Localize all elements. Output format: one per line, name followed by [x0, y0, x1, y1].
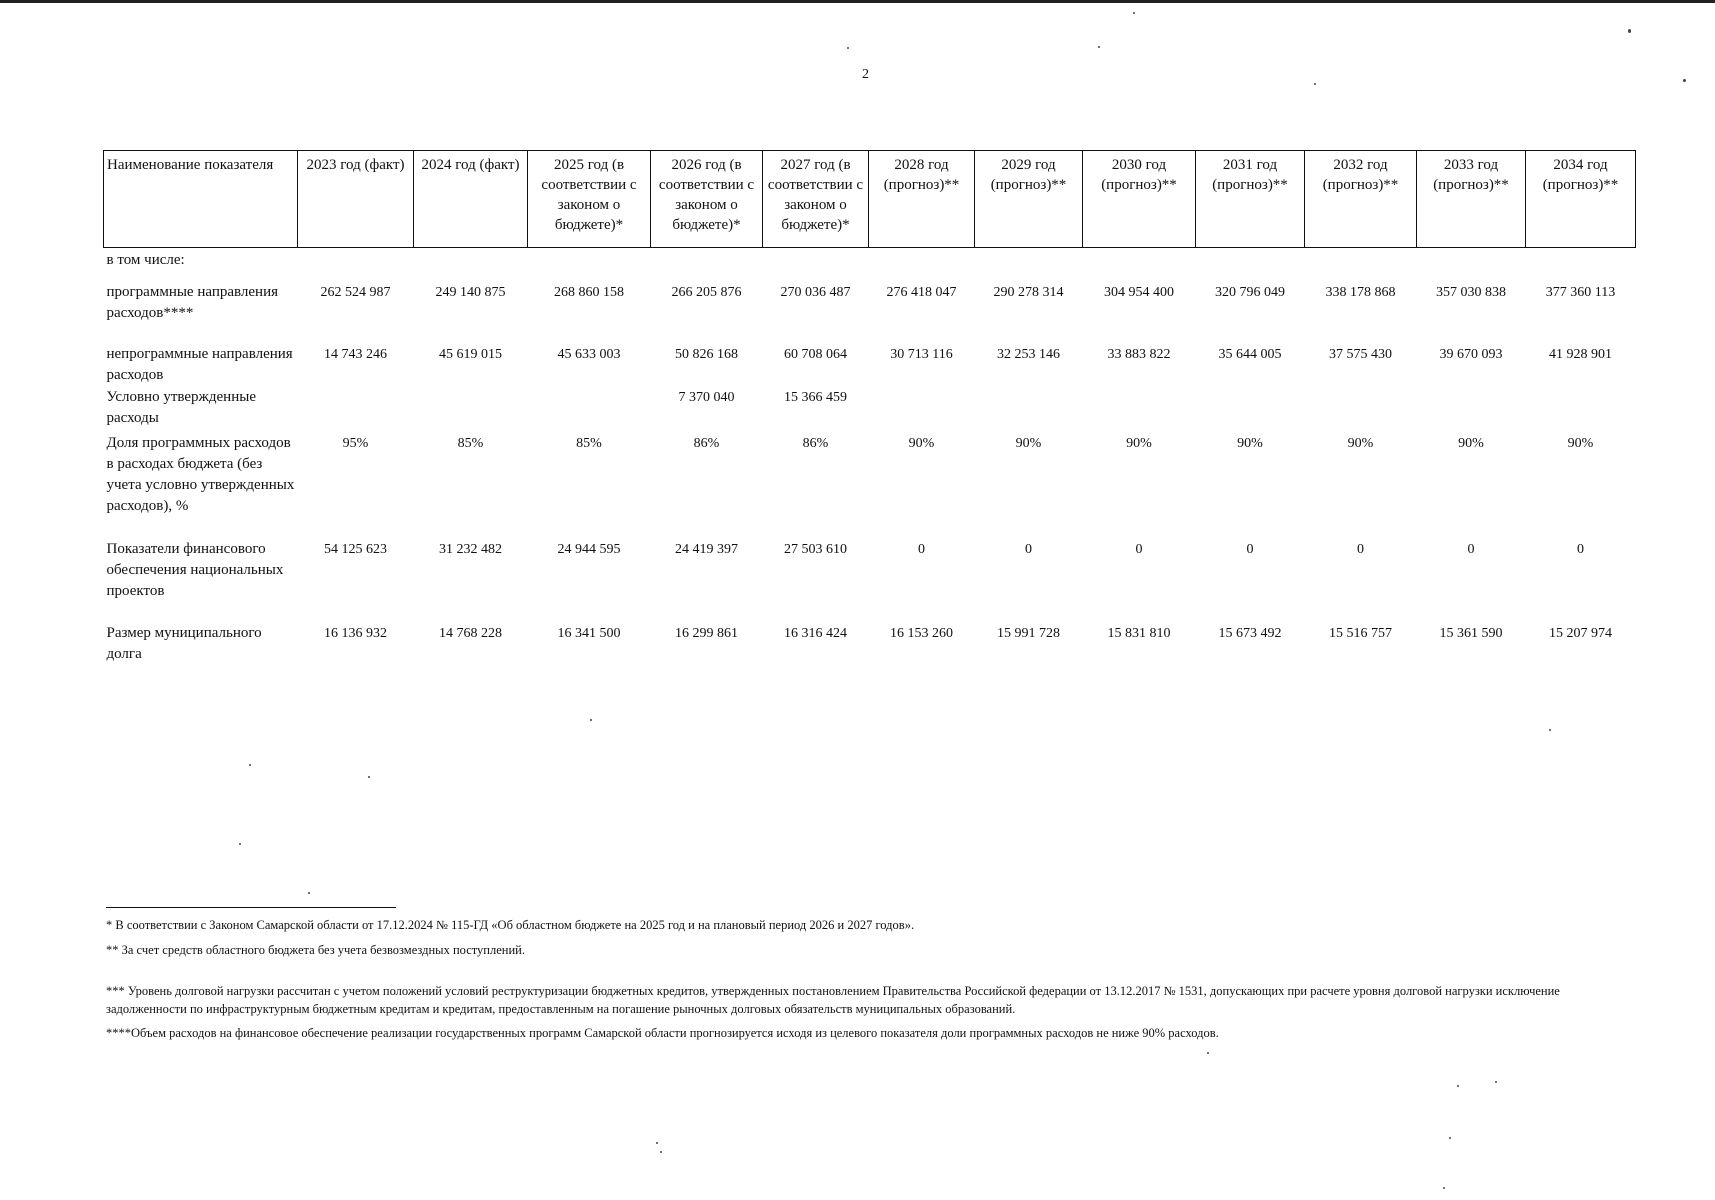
table-cell: [528, 387, 651, 433]
table-cell: 16 299 861: [675, 626, 738, 641]
table-cell: 0: [1025, 542, 1032, 557]
table-cell: 15 831 810: [1107, 626, 1171, 641]
subheader-row: [104, 248, 1636, 277]
table-cell: 270 036 487: [780, 285, 851, 300]
scan-speck: [1449, 1137, 1451, 1139]
column-header-2028: 2028 год (прогноз)**: [869, 151, 975, 248]
column-header-2034: 2034 год (прогноз)**: [1526, 151, 1636, 248]
table-cell: 0: [1577, 542, 1584, 557]
table-cell: 50 826 168: [675, 347, 738, 362]
table-cell: 60 708 064: [784, 347, 847, 362]
table-cell: 16 136 932: [324, 626, 387, 641]
table-cell: 95%: [342, 436, 369, 451]
scan-speck: [1549, 729, 1551, 731]
table-cell: [298, 387, 414, 433]
table-cell: 90%: [908, 436, 935, 451]
table-cell: 85%: [457, 436, 484, 451]
column-header-2033: 2033 год (прогноз)**: [1417, 151, 1526, 248]
table-cell: 14 743 246: [324, 347, 387, 362]
row-label: Доля программных расходов в расходах бюджета (без учета условно утвержденных расходов), %: [106, 435, 295, 514]
scan-speck: [1683, 79, 1686, 82]
scan-speck: [1457, 1085, 1459, 1087]
scan-speck: [308, 892, 310, 894]
table-cell: 7 370 040: [678, 390, 735, 405]
footnote-1: * В соответствии с Законом Самарской области от 17.12.2024 № 115-ГД «Об областном бюджете на 2025 год и на плановый период 2026 и 2027 годов».: [106, 918, 915, 932]
table-cell: 90%: [1347, 436, 1374, 451]
table-cell: 266 205 876: [671, 285, 742, 300]
scan-speck: [656, 1142, 658, 1144]
column-header-2030: 2030 год (прогноз)**: [1083, 151, 1196, 248]
table-cell: 276 418 047: [886, 285, 957, 300]
table-cell: 15 366 459: [784, 390, 847, 405]
column-header-2032: 2032 год (прогноз)**: [1305, 151, 1417, 248]
scan-speck: [660, 1151, 662, 1153]
table-cell: 15 991 728: [997, 626, 1060, 641]
budget-indicators-table: [103, 150, 1636, 669]
table-cell: 268 860 158: [554, 285, 624, 300]
table-cell: 90%: [1567, 436, 1594, 451]
scan-speck: [1495, 1081, 1497, 1083]
table-cell: 31 232 482: [439, 542, 502, 557]
table-cell: [414, 387, 528, 433]
table-cell: 16 316 424: [784, 626, 847, 641]
scan-speck: [1133, 12, 1135, 14]
footnotes: [106, 916, 1606, 1042]
footnote-3: *** Уровень долговой нагрузки рассчитан с учетом положений условий реструктуризации бюджетных кредитов, утвержденных постановлением Правительства Российской федерации от 13.12.2017 № 1531, допускающих при расчете уровня долговой нагрузки исключение задолженности по инфраструктурным бюджетным кредитам и кредитам, предоставленным на погашение рыночных долговых обязательств муниципальных образований.: [106, 984, 1560, 1016]
table-cell: 14 768 228: [439, 626, 502, 641]
table-cell: 15 673 492: [1218, 626, 1282, 641]
table-cell: 0: [1135, 542, 1143, 557]
scan-speck: [847, 47, 849, 49]
table-cell: 90%: [1126, 436, 1152, 451]
scan-speck: [368, 776, 370, 778]
table-cell: 35 644 005: [1218, 347, 1282, 362]
table-cell: 0: [918, 542, 925, 557]
table-row-program-share: [104, 433, 1636, 539]
table-cell: 86%: [802, 436, 829, 451]
table-cell: 27 503 610: [784, 542, 847, 557]
table-cell: 90%: [1015, 436, 1042, 451]
column-header-2029: 2029 год (прогноз)**: [975, 151, 1083, 248]
table-cell: [1526, 387, 1636, 433]
row-label: программные направления расходов****: [106, 284, 278, 321]
row-label: Условно утвержденные расходы: [106, 389, 256, 426]
page-number: 2: [862, 67, 869, 82]
table-cell: 16 341 500: [557, 626, 621, 641]
table-cell: 249 140 875: [435, 285, 506, 300]
table-cell: 338 178 868: [1325, 285, 1396, 300]
table-cell: 15 516 757: [1329, 626, 1392, 641]
column-header-2025: 2025 год (в соответствии с законом о бюджете)*: [528, 151, 651, 248]
table-cell: 290 278 314: [993, 285, 1064, 300]
table-row-municipal-debt: [104, 623, 1636, 669]
scan-speck: [1207, 1052, 1209, 1054]
scan-speck: [1628, 29, 1631, 33]
table-row-program-expenses: [104, 276, 1636, 344]
scan-speck: [1314, 83, 1316, 85]
table-cell: 85%: [576, 436, 602, 451]
scan-speck: [239, 843, 241, 845]
table-cell: 262 524 987: [320, 285, 391, 300]
row-label: непрограммные направления расходов: [106, 346, 293, 383]
scan-speck: [1443, 1187, 1445, 1189]
table-cell: 15 361 590: [1439, 626, 1503, 641]
table-cell: 30 713 116: [890, 347, 953, 362]
table-cell: 54 125 623: [324, 542, 387, 557]
table-cell: 45 619 015: [439, 347, 502, 362]
row-label: Размер муниципального долга: [106, 625, 262, 662]
column-header-indicator-name: Наименование показателя: [104, 151, 298, 248]
table-cell: 304 954 400: [1104, 285, 1174, 300]
table-cell: 45 633 003: [557, 347, 621, 362]
table-cell: 39 670 093: [1439, 347, 1503, 362]
table-header-row: [104, 151, 1636, 248]
column-header-2031: 2031 год (прогноз)**: [1196, 151, 1305, 248]
table-cell: 16 153 260: [890, 626, 953, 641]
table-row-nonprogram-expenses: [104, 344, 1636, 387]
subheader-label: в том числе:: [106, 252, 185, 268]
table-cell: 90%: [1458, 436, 1484, 451]
table-cell: 24 419 397: [675, 542, 738, 557]
table-cell: [1196, 387, 1305, 433]
column-header-2027: 2027 год (в соответствии с законом о бюджете)*: [763, 151, 869, 248]
column-header-2023: 2023 год (факт): [298, 151, 414, 248]
table-cell: [975, 387, 1083, 433]
table-cell: 357 030 838: [1436, 285, 1506, 300]
table-cell: 33 883 822: [1107, 347, 1171, 362]
table-cell: 41 928 901: [1549, 347, 1612, 362]
table-cell: 320 796 049: [1215, 285, 1285, 300]
table-cell: 90%: [1237, 436, 1263, 451]
table-cell: 0: [1246, 542, 1254, 557]
table-cell: 15 207 974: [1549, 626, 1612, 641]
row-label: Показатели финансового обеспечения национальных проектов: [106, 541, 284, 599]
footnote-4: ****Объем расходов на финансовое обеспечение реализации государственных программ Самарской области прогнозируется исходя из целевого показателя доли программных расходов не ниже 90% расходов.: [106, 1026, 1219, 1040]
top-border-line: [0, 0, 1715, 3]
footnote-separator: [106, 907, 396, 908]
column-header-2026: 2026 год (в соответствии с законом о бюджете)*: [651, 151, 763, 248]
column-header-2024: 2024 год (факт): [414, 151, 528, 248]
table-row-conditionally-approved: [104, 387, 1636, 433]
table-cell: 32 253 146: [997, 347, 1060, 362]
scan-speck: [1098, 46, 1100, 48]
table-cell: 37 575 430: [1329, 347, 1392, 362]
table-cell: [1083, 387, 1196, 433]
table-cell: [869, 387, 975, 433]
table-cell: 86%: [693, 436, 720, 451]
footnote-2: ** За счет средств областного бюджета без учета безвозмездных поступлений.: [106, 943, 525, 957]
scan-speck: [249, 764, 251, 766]
table-cell: 0: [1467, 542, 1475, 557]
table-cell: 377 360 113: [1545, 285, 1616, 300]
table-row-national-projects: [104, 539, 1636, 623]
table-cell: 0: [1357, 542, 1364, 557]
table-cell: [1417, 387, 1526, 433]
scan-speck: [590, 719, 592, 721]
table-cell: 24 944 595: [557, 542, 621, 557]
table-cell: [1305, 387, 1417, 433]
